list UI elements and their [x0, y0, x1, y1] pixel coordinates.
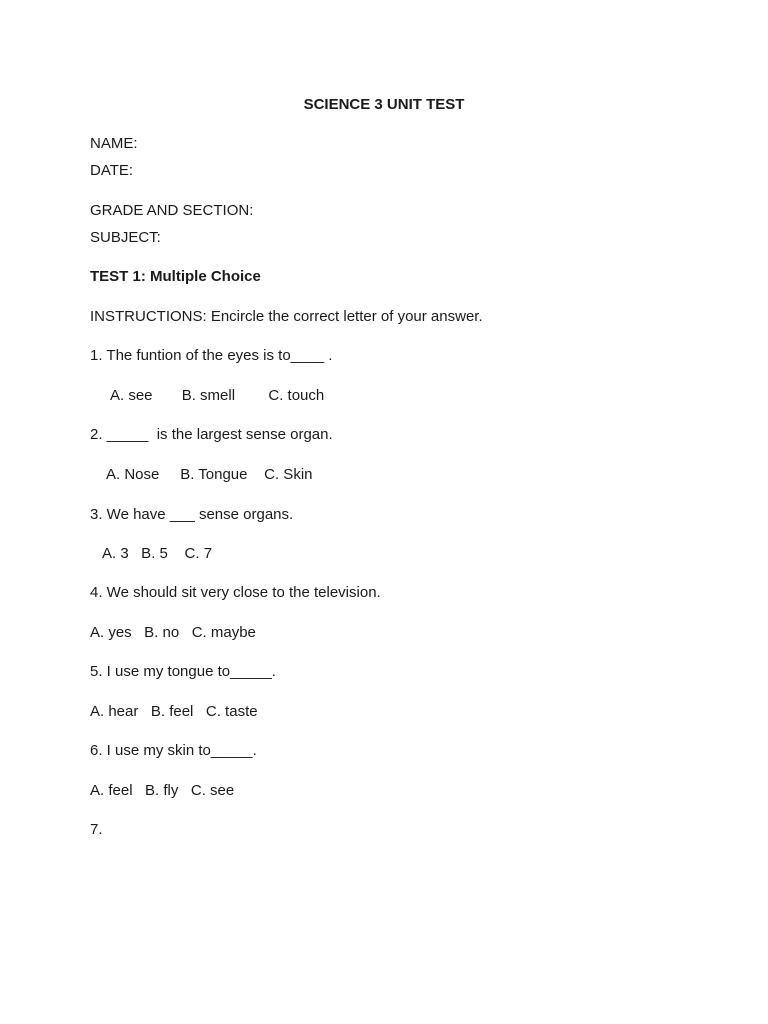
question-7: 7. — [90, 821, 103, 838]
question-2-choices: A. Nose B. Tongue C. Skin — [106, 466, 313, 483]
grade-section-field-label: GRADE AND SECTION: — [90, 202, 254, 219]
subject-field-label: SUBJECT: — [90, 229, 161, 246]
question-3-choices: A. 3 B. 5 C. 7 — [102, 545, 213, 562]
test-heading: TEST 1: Multiple Choice — [90, 268, 261, 285]
question-4: 4. We should sit very close to the television. — [90, 584, 381, 601]
question-5: 5. I use my tongue to_____. — [90, 663, 276, 680]
question-6: 6. I use my skin to_____. — [90, 742, 257, 759]
question-5-choices: A. hear B. feel C. taste — [90, 703, 258, 720]
question-1-choices: A. see B. smell C. touch — [110, 387, 325, 404]
question-4-choices: A. yes B. no C. maybe — [90, 624, 256, 641]
question-2: 2. _____ is the largest sense organ. — [90, 426, 333, 443]
question-1: 1. The funtion of the eyes is to____ . — [90, 347, 333, 364]
question-3: 3. We have ___ sense organs. — [90, 506, 294, 523]
document-title: SCIENCE 3 UNIT TEST — [303, 96, 465, 113]
question-6-choices: A. feel B. fly C. see — [90, 782, 235, 799]
date-field-label: DATE: — [90, 162, 134, 179]
instructions-text: INSTRUCTIONS: Encircle the correct letter of your answer. — [90, 308, 483, 325]
name-field-label: NAME: — [90, 135, 138, 152]
